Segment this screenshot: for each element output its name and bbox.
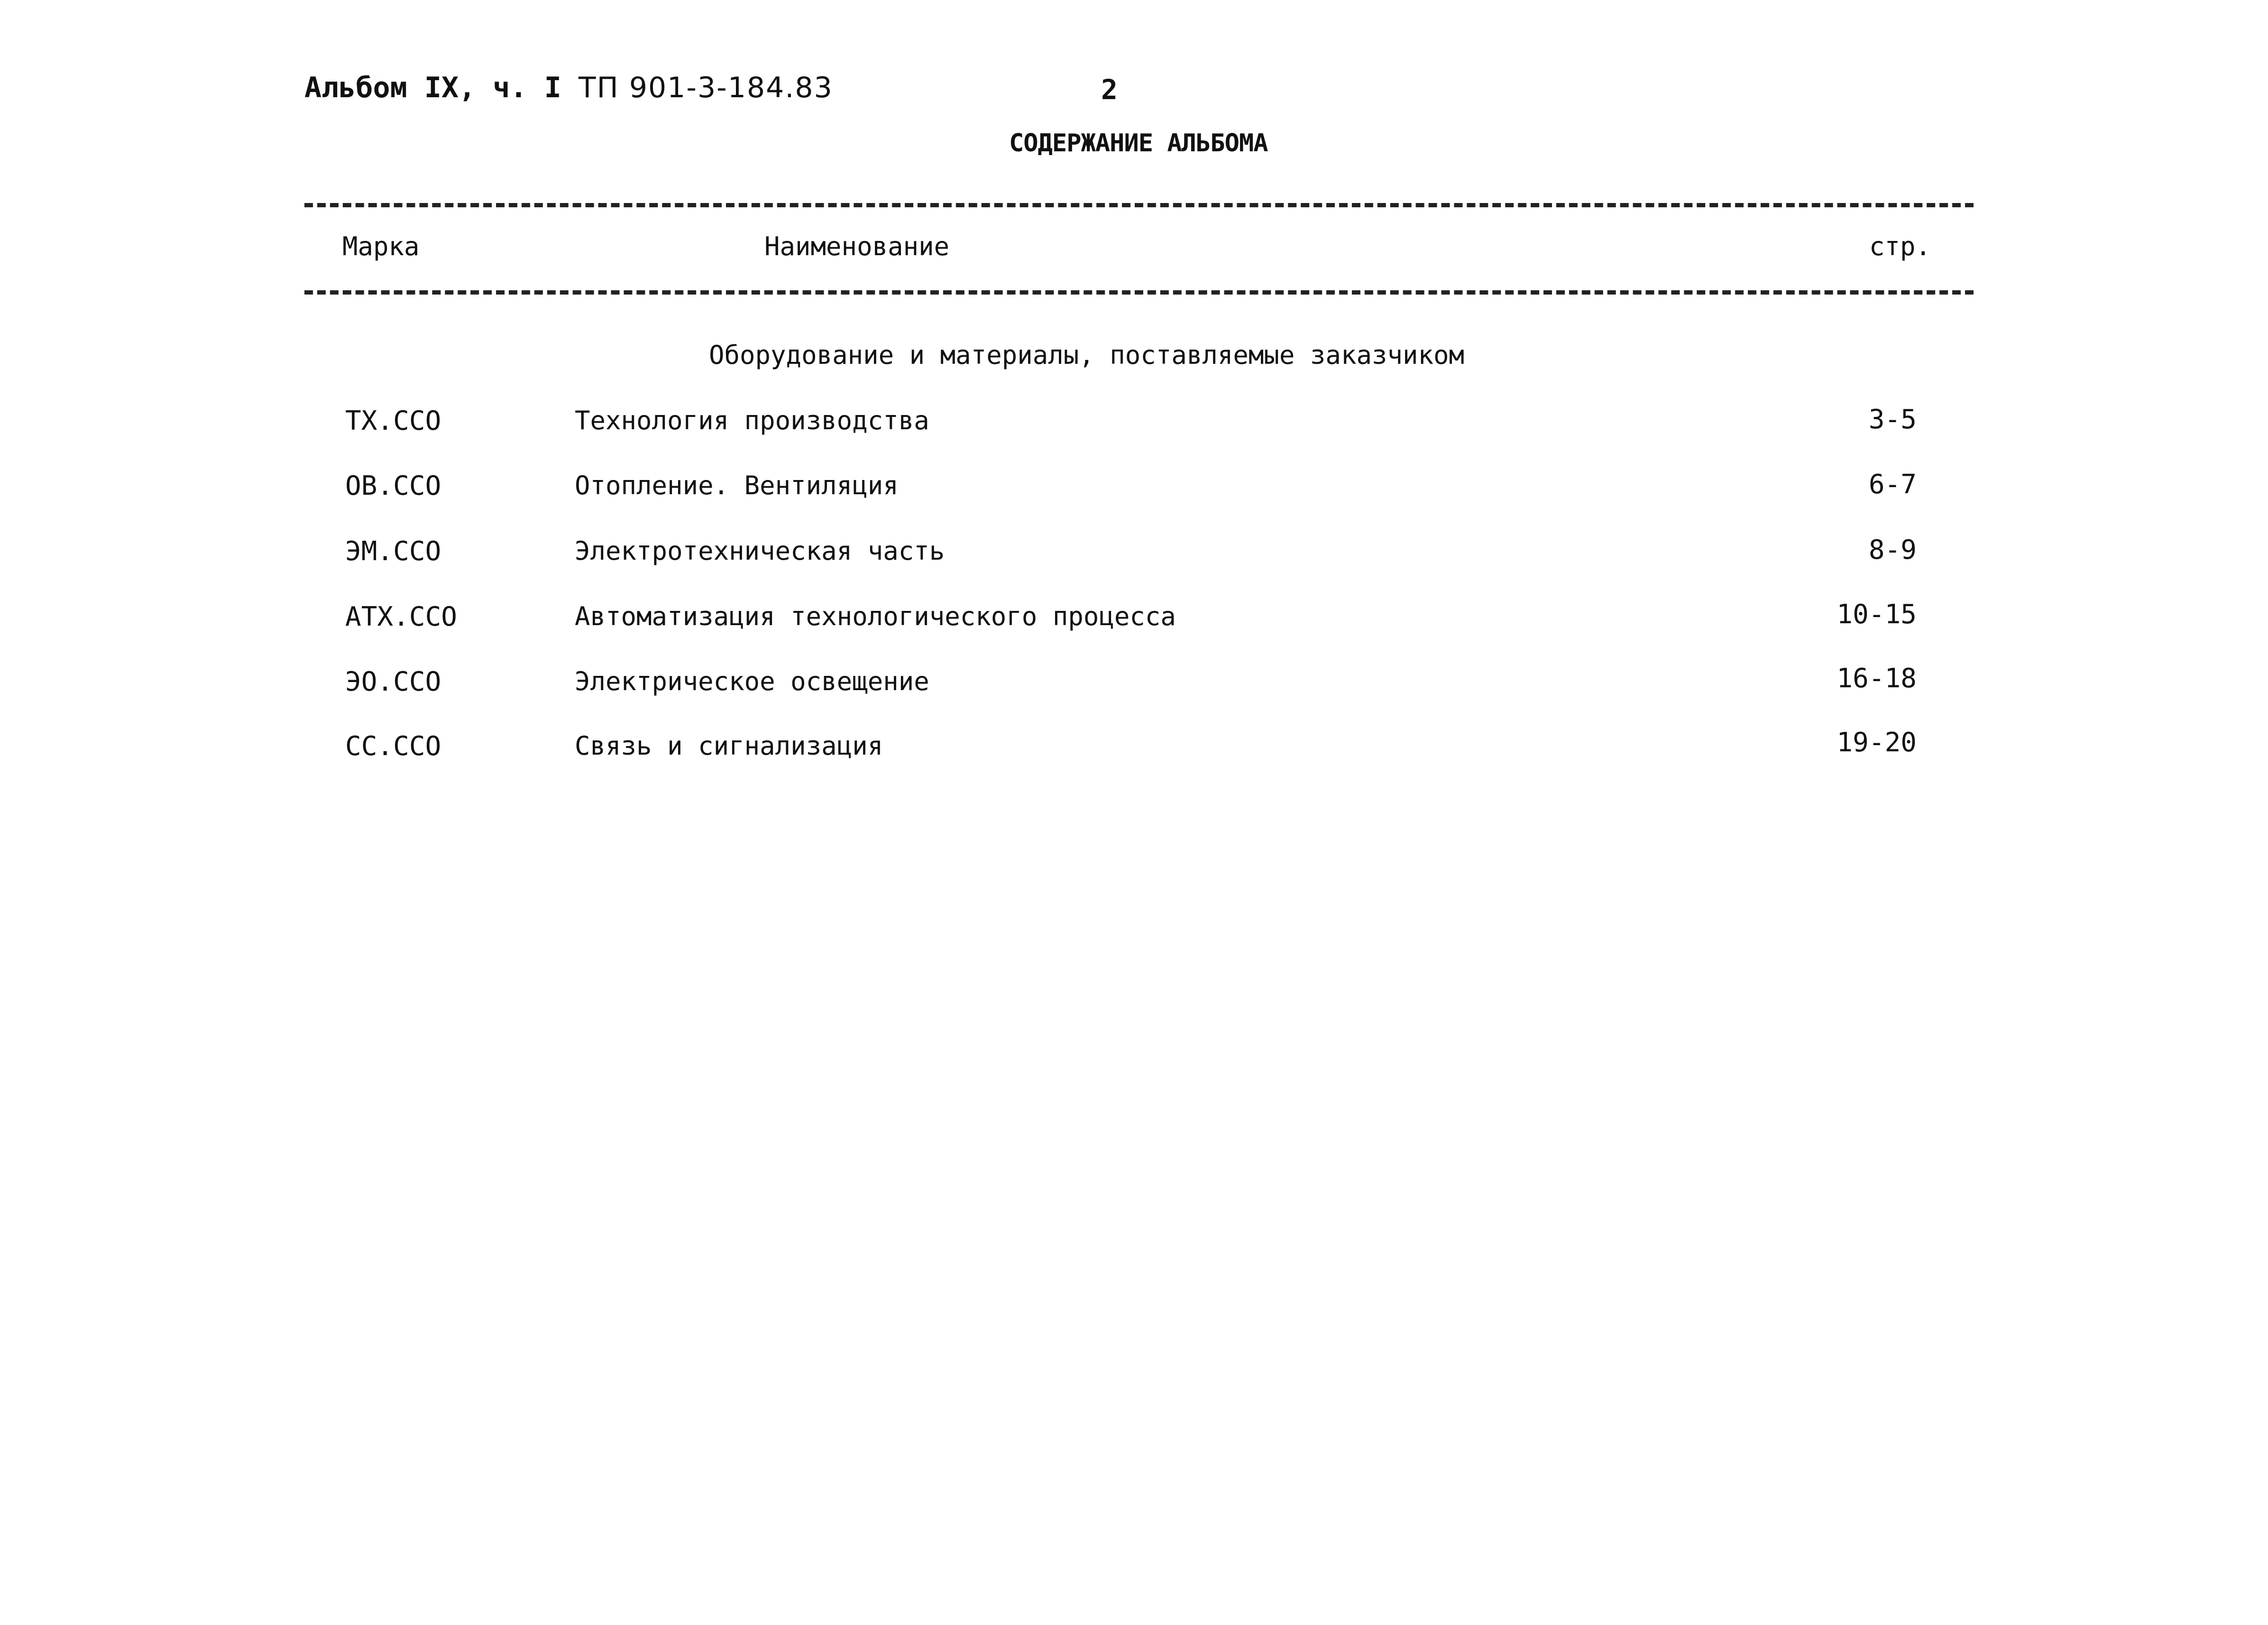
row-pages: 16-18 — [1836, 663, 1917, 694]
row-name: Технология производства — [575, 406, 929, 435]
row-name: Электротехническая часть — [575, 536, 945, 566]
album-reference — [304, 71, 833, 104]
table-top-divider — [304, 203, 1974, 207]
row-name: Электрическое освещение — [575, 666, 929, 696]
row-mark: ОВ.ССО — [345, 471, 441, 501]
row-name: Автоматизация технологического процесса — [575, 601, 1176, 631]
row-pages: 6-7 — [1868, 469, 1917, 500]
row-mark: ЭО.ССО — [345, 666, 441, 697]
column-header-mark: Марка — [342, 231, 420, 261]
table-header-divider — [304, 290, 1974, 295]
document-title: СОДЕРЖАНИЕ АЛЬБОМА — [1009, 129, 1268, 157]
row-pages: 3-5 — [1868, 404, 1917, 435]
row-name: Отопление. Вентиляция — [575, 471, 899, 500]
row-mark: СС.ССО — [345, 731, 441, 762]
row-mark: ЭМ.ССО — [345, 536, 441, 567]
row-mark: АТХ.ССО — [345, 601, 458, 632]
row-pages: 8-9 — [1868, 535, 1917, 565]
project-code: ТП 901-3-184.83 — [578, 71, 833, 104]
album-part-label: Альбом IX, ч. I — [304, 71, 561, 104]
row-mark: ТХ.ССО — [345, 406, 441, 436]
row-pages: 10-15 — [1836, 599, 1917, 630]
page-number: 2 — [1101, 74, 1118, 106]
column-header-page: стр. — [1869, 231, 1931, 261]
row-name: Связь и сигнализация — [575, 731, 883, 761]
column-header-name: Наименование — [764, 231, 950, 261]
row-pages: 19-20 — [1836, 727, 1917, 758]
section-title: Оборудование и материалы, поставляемые заказчиком — [709, 340, 1465, 370]
